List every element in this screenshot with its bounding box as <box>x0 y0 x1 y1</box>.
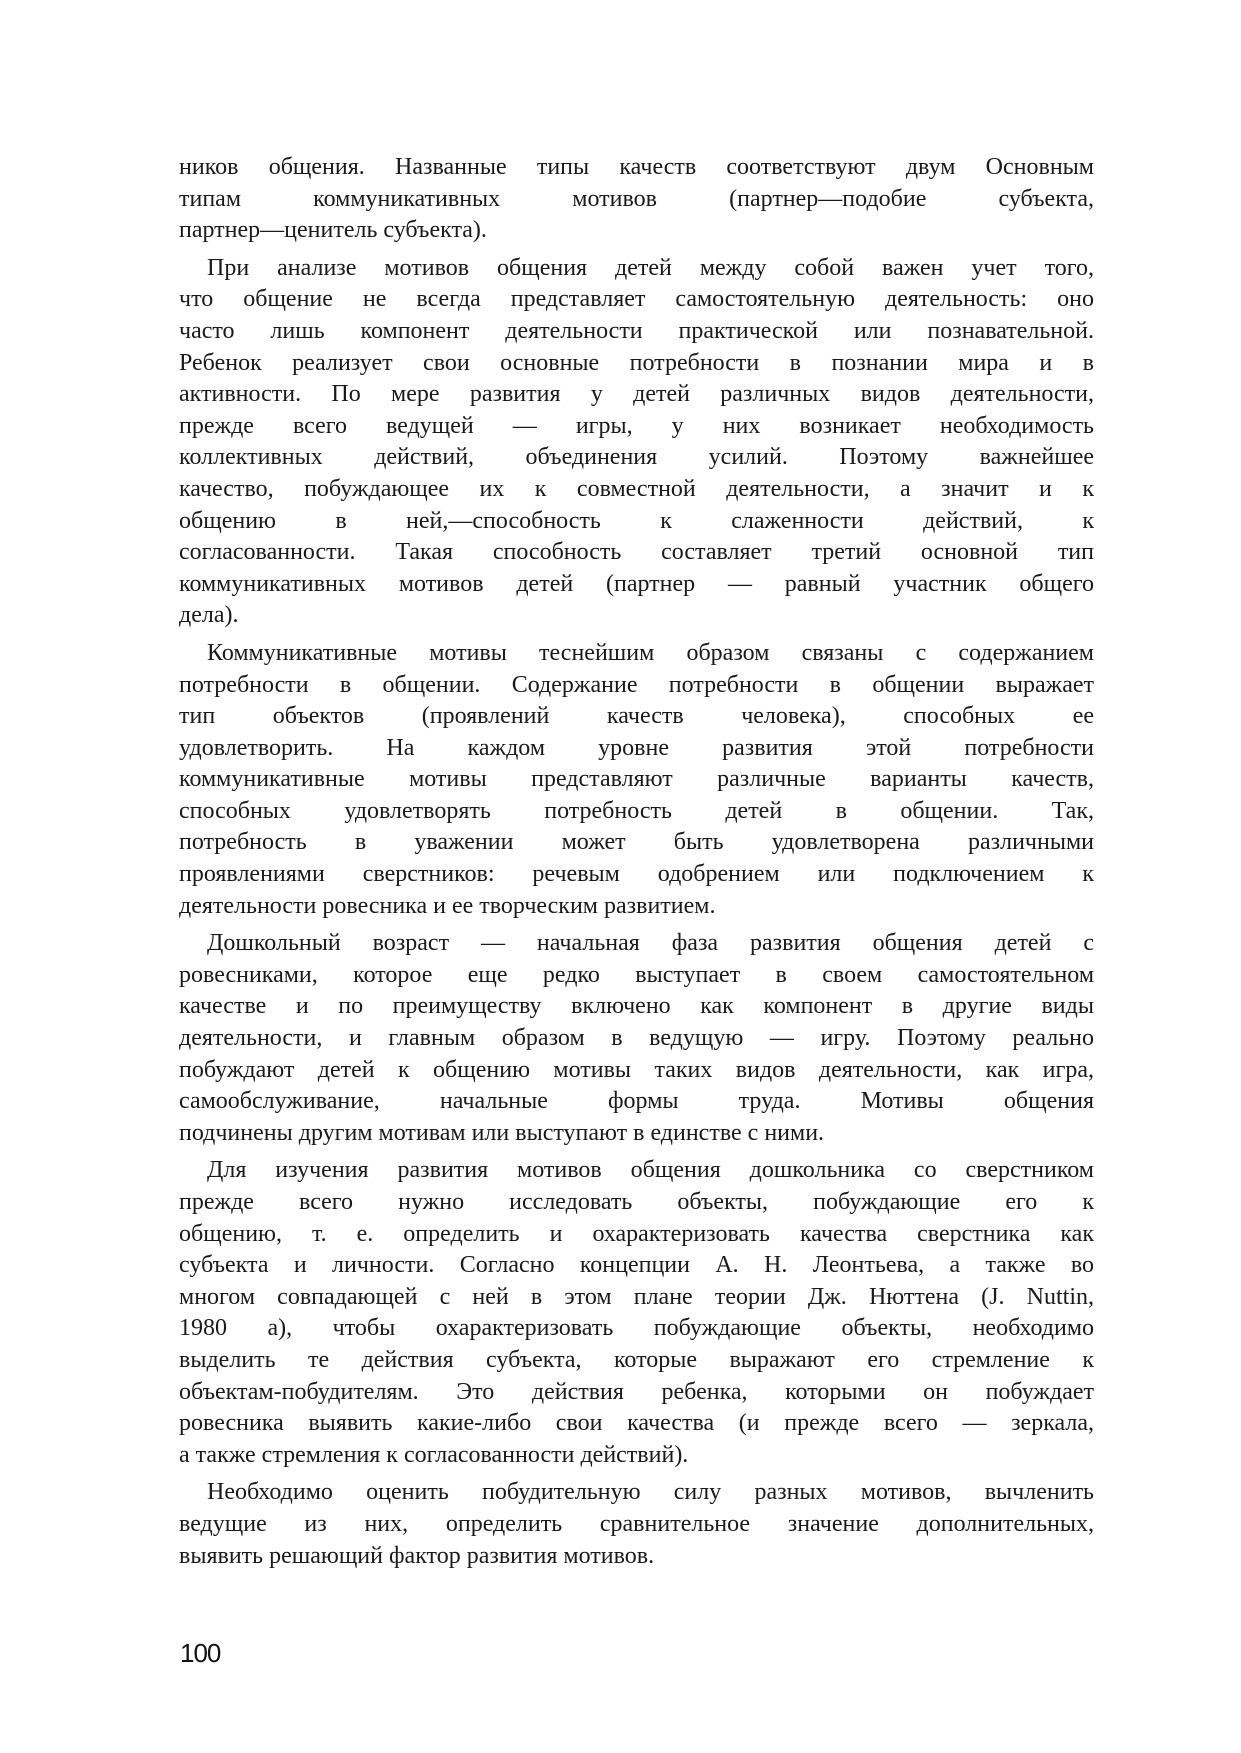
text-line: многом совпадающей с ней в этом плане теории Дж. Нюттена (J. Nuttin, <box>179 1283 1094 1310</box>
text-line: партнер—ценитель субъекта). <box>179 217 487 244</box>
text-line: выявить решающий фактор развития мотивов. <box>179 1542 655 1569</box>
text-line: 1980 а), чтобы охарактеризовать побуждающие объекты, необходимо <box>179 1315 1094 1342</box>
paragraph <box>179 1477 1094 1572</box>
text-line: При анализе мотивов общения детей между собой важен учет того, <box>207 254 1094 281</box>
text-line: прежде всего нужно исследовать объекты, побуждающие его к <box>179 1189 1094 1215</box>
text-line: потребности в общении. Содержание потребности в общении выражает <box>179 671 1094 698</box>
paragraph <box>179 1155 1094 1471</box>
text-line: согласованности. Такая способность составляет третий основной тип <box>179 539 1094 566</box>
text-line: объектам-побудителям. Это действия ребенка, которыми он побуждает <box>179 1378 1094 1405</box>
text-line: способных удовлетворять потребность детей в общении. Так, <box>179 797 1094 824</box>
text-line: дела). <box>179 602 239 629</box>
text-line: самообслуживание, начальные формы труда. Мотивы общения <box>179 1088 1094 1115</box>
text-line: часто лишь компонент деятельности практической или познавательной. <box>179 317 1094 344</box>
text-line: тип объектов (проявлений качеств человека), способных ее <box>179 703 1094 730</box>
text-line: выделить те действия субъекта, которые выражают его стремление к <box>179 1346 1094 1373</box>
paragraph <box>179 152 1094 247</box>
text-line: коллективных действий, объединения усилий. Поэтому важнейшее <box>179 444 1094 471</box>
text-line: подчинены другим мотивам или выступают в единстве с ними. <box>179 1119 825 1146</box>
text-line: ведущие из них, определить сравнительное значение дополнительных, <box>179 1510 1094 1537</box>
text-line: деятельности, и главным образом в ведущую — игру. Поэтому реально <box>179 1025 1094 1052</box>
text-line: качестве и по преимуществу включено как компонент в другие виды <box>179 993 1094 1020</box>
page-body <box>179 152 1094 1578</box>
text-line: качество, побуждающее их к совместной деятельности, а значит и к <box>179 475 1094 502</box>
text-line: что общение не всегда представляет самостоятельную деятельность: оно <box>179 286 1094 313</box>
text-line: коммуникативные мотивы представляют различные варианты качеств, <box>179 766 1094 793</box>
text-line: проявлениями сверстников: речевым одобрением или подключением к <box>179 861 1094 888</box>
text-line: ровесниками, которое еще редко выступает в своем самостоятельном <box>179 961 1094 988</box>
text-line: ников общения. Названные типы качеств соответствуют двум Основным <box>179 154 1094 180</box>
page-number: 100 <box>180 1638 221 1668</box>
text-line: общению, т. е. определить и охарактеризовать качества сверстника как <box>179 1220 1094 1247</box>
text-line: субъекта и личности. Согласно концепции А. Н. Леонтьева, а также во <box>179 1252 1094 1279</box>
text-line: активности. По мере развития у детей различных видов деятельности, <box>179 381 1094 408</box>
text-line: деятельности ровесника и ее творческим развитием. <box>179 892 716 919</box>
text-line: удовлетворить. На каждом уровне развития этой потребности <box>179 734 1094 761</box>
text-line: потребность в уважении может быть удовлетворена различными <box>179 829 1094 856</box>
text-line: типам коммуникативных мотивов (партнер—подобие субъекта, <box>179 185 1094 212</box>
text-line: Ребенок реализует свои основные потребности в познании мира и в <box>179 349 1094 376</box>
text-line: прежде всего ведущей — игры, у них возникает необходимость <box>179 412 1094 439</box>
text-line: Необходимо оценить побудительную силу разных мотивов, вычленить <box>207 1479 1094 1506</box>
paragraph <box>179 928 1094 1149</box>
paragraph <box>179 638 1094 922</box>
text-line: Коммуникативные мотивы теснейшим образом связаны с содержанием <box>207 639 1094 666</box>
text-line: а также стремления к согласованности действий). <box>179 1441 689 1468</box>
text-line: побуждают детей к общению мотивы таких видов деятельности, как игра, <box>179 1056 1094 1083</box>
paragraph <box>179 253 1094 632</box>
text-line: Для изучения развития мотивов общения дошкольника со сверстником <box>207 1157 1094 1184</box>
text-line: общению в ней,—способность к слаженности действий, к <box>179 507 1094 534</box>
text-line: ровесника выявить какие-либо свои качества (и прежде всего — зеркала, <box>179 1410 1094 1437</box>
text-line: Дошкольный возраст — начальная фаза развития общения детей с <box>207 930 1094 957</box>
text-line: коммуникативных мотивов детей (партнер — равный участник общего <box>179 570 1094 597</box>
